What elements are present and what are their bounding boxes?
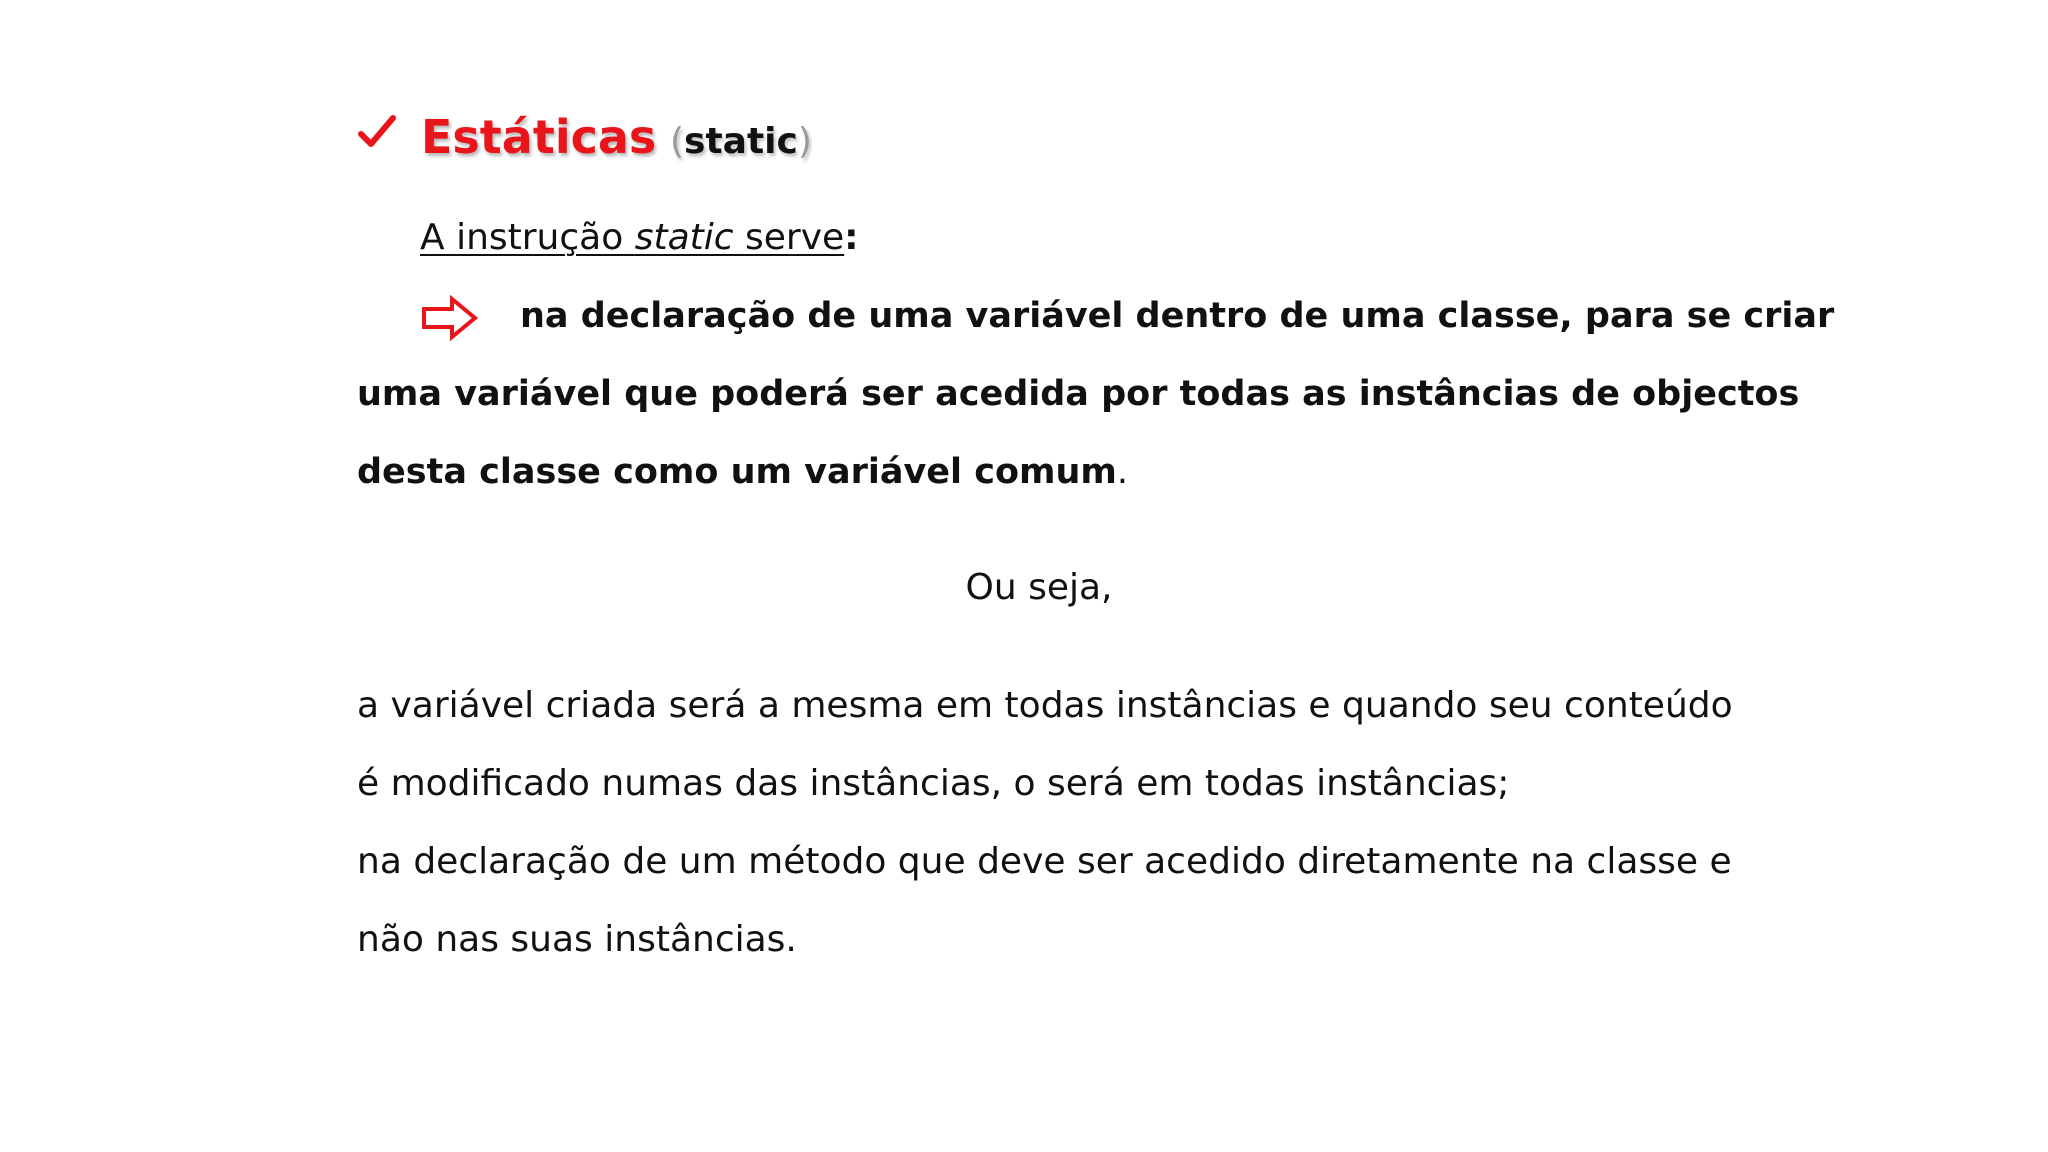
bold-line-3-period: . <box>1116 452 1129 492</box>
paren-close: ) <box>797 121 812 162</box>
right-arrow-icon <box>420 294 480 342</box>
paragraph-line-1: a variável criada será a mesma em todas instâncias e quando seu conteúdo <box>357 685 1733 726</box>
intro-line <box>420 216 859 260</box>
center-text: Ou seja, <box>965 567 1113 608</box>
paragraph-line-2: é modificado numas das instâncias, o será em todas instâncias; <box>357 763 1510 804</box>
title-keyword: static <box>684 121 798 162</box>
intro-part1: A instrução <box>420 217 635 258</box>
bold-line-3-text: desta classe como um variável comum <box>357 452 1117 492</box>
check-mark-icon <box>357 112 397 152</box>
bold-line-3 <box>357 450 1128 494</box>
title-keyword-group <box>670 120 812 164</box>
paragraph-line-4: não nas suas instâncias. <box>357 919 797 960</box>
bold-line-2: uma variável que poderá ser acedida por todas as instâncias de objectos <box>357 374 1800 414</box>
intro-colon: : <box>844 217 859 258</box>
intro-underlined <box>420 217 844 258</box>
paragraph-line-3: na declaração de um método que deve ser acedido diretamente na classe e <box>357 841 1732 882</box>
paren-open: ( <box>670 121 685 162</box>
bold-line-1: na declaração de uma variável dentro de uma classe, para se criar <box>520 296 1835 336</box>
intro-part2: serve <box>733 217 845 258</box>
intro-italic: static <box>634 217 734 258</box>
section-title: Estáticas <box>421 110 657 164</box>
